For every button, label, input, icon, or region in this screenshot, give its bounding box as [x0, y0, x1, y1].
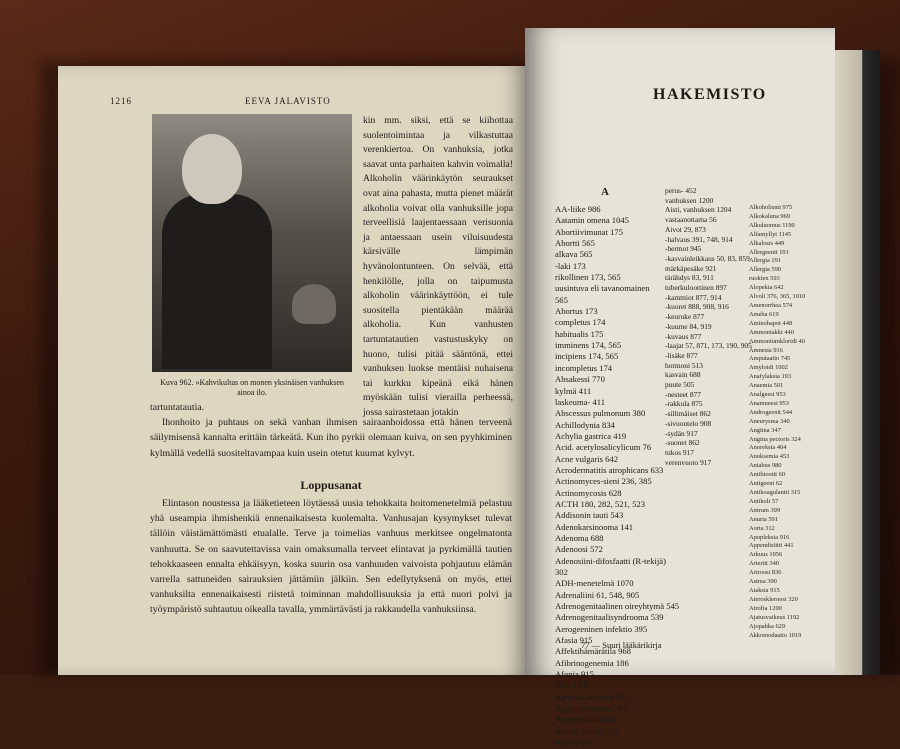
index-entry: Alkokaluna 969 — [749, 212, 790, 220]
side-column-text: kin mm. siksi, että se kiihottaa suolentoimintaa ja vilkastuttaa verenkiertoa. On vanhuksia, jotka saavat unta parhaiten kahvin voimalla! Alkoholin väärinkäytön seuraukset ovat aina pahasta, mutta pienet määrät alkoholia voivat olla vanhuksille jopa terveellisiä laajentaessaan verisuonia ja antaessaan usein viluisuudesta kärsivälle lämpimän hyvänolontunteen. On selvää, että henkilölle, jolla on taipumusta alkoholin väärinkäyttöön, ei tule suositella pientäkään määrää alkoholia. Kun vanhusten tartuntatautien vastustuskyky on huono, tulisi pitää sääntönä, ettei vanhuksen luokse mentäisi nuhaisena tai kurkku kipeänä eikä hänen myöskään tulisi vierailla perheessä, jossa sairastetaan jotakin — [363, 115, 513, 418]
index-entry: Absakessi 770 — [555, 374, 605, 385]
index-entry: Afibrinogenemia 186 — [555, 657, 629, 668]
index-entry: Abscessus pulmonum 380 — [555, 408, 646, 419]
index-entry: Antikoli 57 — [749, 497, 779, 505]
index-entry: verenvuoto 917 — [665, 457, 712, 467]
index-entry: tuberkuloottinen 897 — [665, 283, 727, 293]
index-entry: -laajat 57, 871, 173, 190, 905 — [665, 341, 752, 351]
index-entry: Actinomyces-sieni 236, 385 — [555, 476, 652, 487]
index-entry: ruokien 593 — [749, 275, 780, 283]
index-entry: Arkuus 1056 — [749, 551, 783, 559]
index-entry: kylmä 411 — [555, 385, 592, 396]
right-page — [525, 28, 835, 748]
index-entry: Amputaatio 745 — [749, 355, 791, 363]
index-entry: Aerogeeninen infektio 395 — [555, 623, 648, 634]
index-entry: incipiens 174, 565 — [555, 351, 619, 362]
index-entry: -kuoret 888, 908, 916 — [665, 302, 729, 312]
index-entry: -häiriö, kalkki- 50 — [555, 725, 618, 736]
index-entry: Afasia 915 — [555, 635, 593, 646]
index-entry: -lisäke 877 — [665, 350, 698, 360]
body-text-lower — [150, 496, 512, 618]
index-entry: Anamneesi 953 — [749, 399, 789, 407]
index-entry: hormoni 513 — [665, 360, 703, 370]
index-entry: Agnosia, optinen 915 — [555, 691, 629, 702]
index-title: HAKEMISTO — [653, 86, 767, 103]
index-entry: Amyloidi 1002 — [749, 364, 788, 372]
body-paragraph-1: tartuntatautia. — [150, 402, 205, 413]
index-entry: ACTH 180, 282, 521, 523 — [555, 498, 645, 509]
photo-caption: Kuva 962. »Kahvikultas on monen yksinäisen vanhuksen ainoa ilo. — [160, 378, 344, 397]
index-entry: ADH-menetelmä 1070 — [555, 578, 634, 589]
index-entry: Anoksemia 453 — [749, 453, 790, 461]
index-entry: -kuvaus 877 — [665, 331, 702, 341]
photo-figure-body — [162, 194, 272, 369]
index-entry: Artroosi 836 — [749, 569, 782, 577]
elderly-woman-photo — [152, 114, 352, 372]
index-entry: Aineenvaihdunta — [555, 714, 614, 725]
page-number: 1216 — [110, 96, 132, 106]
index-entry: -suonet 862 — [665, 438, 700, 448]
index-entry: Antabus 980 — [749, 462, 782, 470]
index-entry: Ateroskleroosi 320 — [749, 595, 798, 603]
index-entry: laskeuma- 411 — [555, 396, 606, 407]
index-entry: Achillodynia 834 — [555, 419, 615, 430]
index-entry: Alkoholismi 975 — [749, 204, 793, 211]
index-letter: A — [601, 186, 609, 198]
index-entry: Adenokarsinooma 141 — [555, 521, 634, 532]
index-entry: Alvoli 376, 365, 1010 — [749, 293, 806, 301]
index-entry: kasvain 688 — [665, 370, 701, 380]
index-entry: habitualis 175 — [555, 328, 604, 339]
index-entry: perus- 452 — [665, 186, 697, 195]
index-entry: Angina pectoris 324 — [749, 435, 801, 443]
index-entry: Amenorrhea 574 — [749, 301, 793, 309]
index-entry: rikollinen 173, 565 — [555, 272, 621, 283]
index-entry: Alopekia 642 — [749, 284, 784, 292]
index-entry: -sivuontelo 908 — [665, 418, 712, 428]
index-entry: Androgeenit 544 — [749, 408, 793, 416]
body-text-upper — [150, 400, 512, 461]
index-entry: Adenosiini-difosfaatti (R-tekijä) — [555, 555, 666, 566]
index-entry: Antibiootit 60 — [749, 471, 786, 479]
index-entry: Adrenaliini 61, 548, 905 — [555, 589, 640, 600]
index-entry: Akkomodaatio 1019 — [749, 631, 802, 639]
page-footer: 77 — Suuri lääkärikirja — [581, 640, 662, 650]
index-entry: Acrodermatitis atrophicans 633 — [555, 464, 664, 475]
index-entry: -kasvainleikkaus 50, 83, 859 — [665, 253, 750, 263]
index-entry: Acid. acetylosalicylicum 76 — [555, 442, 652, 453]
index-entry: Astma 390 — [749, 578, 777, 586]
index-entry: Allergia 191 — [749, 257, 782, 265]
index-entry: Adrenogenitaalinen oireyhtymä 545 — [555, 601, 680, 612]
index-entry: -nesteet 877 — [665, 389, 701, 399]
index-entry: 565 — [555, 294, 568, 305]
index-entry: Ameba 619 — [749, 310, 779, 318]
index-entry: Allergeenit 191 — [749, 248, 789, 256]
index-entry: Antigeeni 62 — [749, 480, 783, 488]
index-entry: Anafylaksia 193 — [749, 373, 792, 381]
author-name: EEVA JALAVISTO — [245, 96, 331, 106]
index-entry: tukos 917 — [665, 447, 694, 457]
index-entry: Alkalosis 449 — [749, 239, 785, 247]
index-entry: -laki 173 — [555, 260, 586, 271]
index-entry: Adenoma 688 — [555, 532, 604, 543]
index-entry: Actinomycosis 628 — [555, 487, 622, 498]
index-entry: Alkuluomus 1190 — [749, 221, 795, 229]
index-entry: puute 505 — [665, 380, 695, 390]
index-entry: Aivot 29, 873 — [665, 224, 706, 234]
index-entry: tärähdys 83, 911 — [665, 273, 714, 283]
index-entry: Ajopahka 629 — [749, 622, 786, 630]
index-entry: Aatamin omena 1045 — [555, 215, 629, 226]
index-entry: Abortiivimunat 175 — [555, 226, 624, 237]
index-entry: Analgeesi 953 — [749, 391, 786, 399]
page-edges — [835, 50, 880, 675]
index-entry: Agranulosytoosi 592 — [555, 703, 627, 714]
index-entry: imminens 174, 565 — [555, 340, 622, 351]
index-entry: Affektihämärätila 968 — [555, 646, 631, 657]
index-entry: -sillimäiset 862 — [665, 409, 711, 419]
photo-kettle — [292, 284, 336, 324]
index-entry: Aisti, vanhuksen 1204 — [665, 205, 732, 215]
index-entry: Anaemia 501 — [749, 382, 784, 390]
photo-figure-head — [182, 134, 242, 204]
index-entry: Acne vulgaris 642 — [555, 453, 619, 464]
index-entry: Abortti 565 — [555, 238, 595, 249]
index-entry: Ammoniakki 440 — [749, 328, 794, 336]
index-entry: -kammiot 877, 914 — [665, 292, 722, 302]
index-entry: Amnesia 916 — [749, 346, 783, 354]
index-entry: Arteriit 340 — [749, 560, 779, 568]
index-entry: Afta 1095 — [555, 680, 590, 691]
index-entry: Ajatusvaikeus 1192 — [749, 613, 800, 621]
index-entry: Antikoagulantti 315 — [749, 489, 801, 496]
index-entry: Ammoniumkloridi 40 — [749, 337, 805, 345]
index-entry: -keuruke 877 — [665, 312, 705, 322]
index-entry: Antrum 399 — [749, 506, 781, 514]
index-entry: 302 — [555, 567, 568, 577]
index-entry: -rakkula 875 — [665, 399, 703, 409]
index-entry: Adenoosi 572 — [555, 544, 603, 555]
index-entry: alkava 565 — [555, 249, 593, 260]
index-entry: Appendisiitti 441 — [749, 542, 794, 550]
index-entry: Apopleksia 916 — [749, 533, 790, 541]
index-entry: uusintuva eli tavanomainen — [555, 283, 650, 294]
index-entry: Addisonin tauti 543 — [555, 510, 624, 521]
index-entry: completus 174 — [555, 317, 606, 328]
index-entry: märkäpesäke 921 — [665, 263, 717, 273]
index-entry: Abortus 173 — [555, 306, 598, 317]
left-page — [58, 66, 528, 675]
index-entry: -halvaus 391, 748, 914 — [665, 234, 733, 244]
index-entry: Allergia 590 — [749, 266, 782, 274]
index-entry: AA-liike 986 — [555, 204, 601, 214]
body-paragraph-3: Elintason noustessa ja lääketieteen löytäessä uusia tehokkaita hoitomenetelmiä pelastuu yhä useampia ihmishenkiä ennenaikaisesta kuolemalta. Vanhusajan kysymykset tulevat tällöin väistämättömästi etualalle. Terve ja toimelias vanhuus merkitsee ongelmatonta vanhuutta. Se on saavutettavissa vain omaksumalla terveet elintavat ja pyrkimällä tautien tehokkaaseen ennalta ehkäisyyn, koska suurin osa vanhuuden vaivoista pohjautuu elämän varrella sattuneiden sairauksien jättämiin jälkiin. Sen edellytyksenä on myös, ettei vanhuksilta ennenaikaisesti riistetä toiminnan mahdollisuuksia ja että nuori polvi ja työympäristö suhtautuu oikealla tavalla, ymmärtävästi ja rakkaudella vanhuksiinsa. — [150, 498, 512, 616]
index-entry: Anuria 591 — [749, 515, 778, 523]
index-entry: -hermot 945 — [665, 244, 702, 254]
index-entry: Anoreksia 404 — [749, 444, 787, 452]
index-entry: -sydän 917 — [665, 428, 698, 438]
index-entry: Aminohapot 448 — [749, 319, 793, 327]
index-entry: Aneurysma 340 — [749, 417, 790, 425]
index-entry: vastaanottama 56 — [665, 215, 717, 225]
index-entry: Achylia gastrica 419 — [555, 430, 627, 441]
section-title: Loppusanat — [300, 478, 362, 492]
index-entry: Alfamyllyt 1145 — [749, 230, 792, 238]
index-entry: Adrenogenitaalisyndrooma 539 — [555, 612, 664, 623]
index-entry: fosfori- 50 — [555, 737, 592, 748]
body-paragraph-2: Ihonhoito ja puhtaus on sekä vanhan ihmisen sairaanhoidossa että hänen terveenä säilymisensä kannalta erittäin tärkeätä. Kun iho pyrkii olemaan kuiva, on sen pyyhkiminen kylmällä vedellä suositeltavampaa kuin usein otetut kuumat kylvyt. — [150, 417, 512, 459]
index-entry: Afonia 915 — [555, 669, 594, 680]
index-entry: Angiina 347 — [749, 426, 781, 434]
index-entry: Atrofia 1200 — [749, 604, 782, 612]
index-column-3 — [749, 204, 829, 640]
index-entry: -kuume 84, 919 — [665, 321, 712, 331]
index-entry: vanhuksen 1200 — [665, 195, 714, 205]
index-entry: incompletus 174 — [555, 362, 613, 373]
index-entry: Aorta 312 — [749, 524, 775, 532]
index-entry: Ataksia 915 — [749, 586, 780, 594]
